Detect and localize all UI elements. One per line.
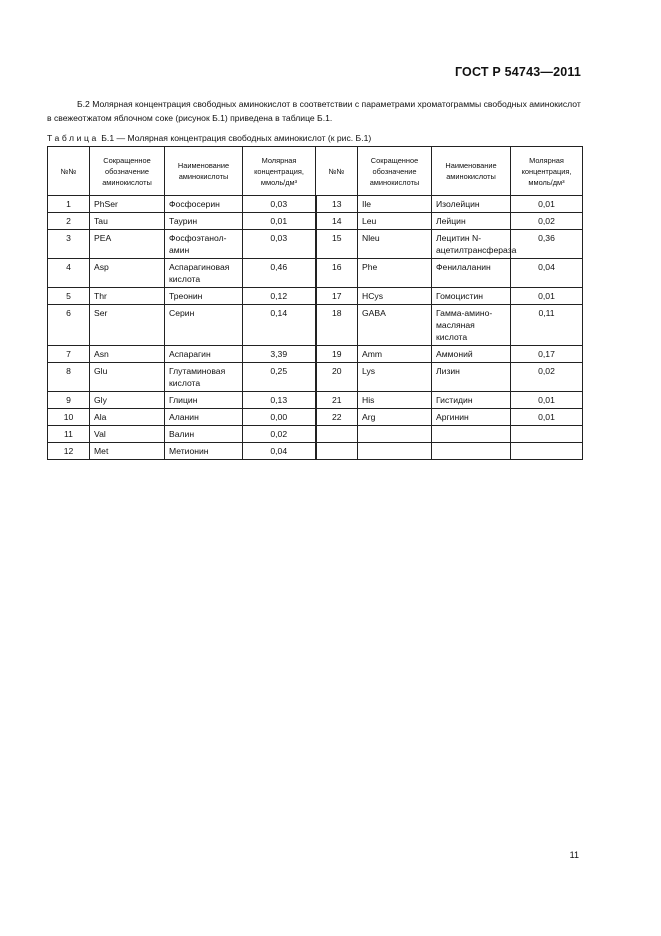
- table-cell: Метионин: [165, 443, 243, 460]
- table-cell: 0,36: [511, 230, 583, 259]
- table-cell: 14: [316, 213, 358, 230]
- table-row: [48, 409, 583, 426]
- table-cell: Nleu: [358, 230, 432, 259]
- table-cell: Ala: [90, 409, 165, 426]
- table-cell: 0,01: [511, 392, 583, 409]
- table-cell: Глутаминовая кислота: [165, 363, 243, 392]
- table-cell: Валин: [165, 426, 243, 443]
- table-cell: Leu: [358, 213, 432, 230]
- table-cell: Глицин: [165, 392, 243, 409]
- table-row: [48, 230, 583, 259]
- standard-number: ГОСТ Р 54743—2011: [454, 65, 581, 79]
- amino-acid-table: [47, 146, 583, 460]
- table-cell: Серин: [165, 305, 243, 346]
- table-cell: 0,17: [511, 346, 583, 363]
- table-cell: 4: [48, 259, 90, 288]
- table-cell: Фенилаланин: [432, 259, 511, 288]
- table-cell: 1: [48, 196, 90, 213]
- table-cell: 2: [48, 213, 90, 230]
- column-header: №№: [48, 147, 90, 196]
- table-body: [48, 196, 583, 460]
- table-cell: Asp: [90, 259, 165, 288]
- table-cell: 0,02: [511, 213, 583, 230]
- table-cell: Лейцин: [432, 213, 511, 230]
- table-cell: 19: [316, 346, 358, 363]
- table-caption-text: Б.1 — Молярная концентрация свободных аминокислот (к рис. Б.1): [101, 133, 372, 143]
- table-row: [48, 288, 583, 305]
- column-header: №№: [316, 147, 358, 196]
- table-cell: Glu: [90, 363, 165, 392]
- table-cell: [358, 426, 432, 443]
- table-cell: 0,14: [243, 305, 316, 346]
- table-cell: Треонин: [165, 288, 243, 305]
- table-cell: Аспарагин: [165, 346, 243, 363]
- table-cell: 0,02: [511, 363, 583, 392]
- table-cell: His: [358, 392, 432, 409]
- table-header-row: [48, 147, 583, 196]
- table-cell: Гомоцистин: [432, 288, 511, 305]
- table-cell: [432, 426, 511, 443]
- section-paragraph: Б.2 Молярная концентрация свободных аминокислот в соответствии с параметрами хроматограммы свободных аминокислот в свежеотжатом яблочном соке (рисунок Б.1) приведена в таблице Б.1.: [47, 99, 581, 123]
- table-cell: Gly: [90, 392, 165, 409]
- table-cell: Val: [90, 426, 165, 443]
- table-cell: Lys: [358, 363, 432, 392]
- table-cell: 0,46: [243, 259, 316, 288]
- table-caption-prefix: Таблица: [47, 133, 99, 143]
- table-cell: 0,12: [243, 288, 316, 305]
- table-cell: [358, 443, 432, 460]
- table-cell: 0,01: [243, 213, 316, 230]
- table-row: [48, 363, 583, 392]
- table-cell: PEA: [90, 230, 165, 259]
- table-cell: 17: [316, 288, 358, 305]
- table-cell: Изолейцин: [432, 196, 511, 213]
- table-cell: Ser: [90, 305, 165, 346]
- table-cell: 9: [48, 392, 90, 409]
- table-row: [48, 346, 583, 363]
- table-row: [48, 305, 583, 346]
- table-cell: 0,00: [243, 409, 316, 426]
- table-cell: Tau: [90, 213, 165, 230]
- table-cell: 20: [316, 363, 358, 392]
- column-header: Сокращенное обозначение аминокислоты: [358, 147, 432, 196]
- table-cell: Amm: [358, 346, 432, 363]
- table-cell: [316, 426, 358, 443]
- table-cell: 13: [316, 196, 358, 213]
- column-header: Молярная концентрация, ммоль/дм³: [511, 147, 583, 196]
- table-cell: 3: [48, 230, 90, 259]
- table-cell: Аммоний: [432, 346, 511, 363]
- table-row: [48, 213, 583, 230]
- table-row: [48, 426, 583, 443]
- table-cell: 0,11: [511, 305, 583, 346]
- table-cell: Met: [90, 443, 165, 460]
- table-cell: 0,03: [243, 196, 316, 213]
- table-cell: 0,01: [511, 196, 583, 213]
- table-cell: 5: [48, 288, 90, 305]
- table-cell: 6: [48, 305, 90, 346]
- table-cell: Лизин: [432, 363, 511, 392]
- table-cell: 11: [48, 426, 90, 443]
- table-cell: 7: [48, 346, 90, 363]
- table-cell: GABA: [358, 305, 432, 346]
- table-row: [48, 259, 583, 288]
- table-cell: Гистидин: [432, 392, 511, 409]
- table-cell: Лецитин N-ацетилтрансфераза: [432, 230, 511, 259]
- table-cell: 0,03: [243, 230, 316, 259]
- table-cell: 3,39: [243, 346, 316, 363]
- table-cell: Фосфосерин: [165, 196, 243, 213]
- table-cell: Ile: [358, 196, 432, 213]
- table-cell: 12: [48, 443, 90, 460]
- table-cell: Фосфоэтанол-амин: [165, 230, 243, 259]
- table-cell: Таурин: [165, 213, 243, 230]
- table-cell: Arg: [358, 409, 432, 426]
- table-cell: [432, 443, 511, 460]
- table-cell: PhSer: [90, 196, 165, 213]
- table-cell: Phe: [358, 259, 432, 288]
- table-cell: 0,01: [511, 409, 583, 426]
- table-cell: 0,25: [243, 363, 316, 392]
- column-header: Наименование аминокислоты: [432, 147, 511, 196]
- table-cell: 0,01: [511, 288, 583, 305]
- table-cell: [511, 443, 583, 460]
- table-caption: [47, 133, 371, 143]
- table-cell: 16: [316, 259, 358, 288]
- table-cell: 0,04: [243, 443, 316, 460]
- table-cell: Аланин: [165, 409, 243, 426]
- table-cell: 18: [316, 305, 358, 346]
- table-cell: 0,04: [511, 259, 583, 288]
- table-cell: 22: [316, 409, 358, 426]
- table-cell: Гамма-амино-масляная кислота: [432, 305, 511, 346]
- table-cell: HCys: [358, 288, 432, 305]
- table-cell: 8: [48, 363, 90, 392]
- table-cell: Thr: [90, 288, 165, 305]
- table-cell: Asn: [90, 346, 165, 363]
- column-header: Сокращенное обозначение аминокислоты: [90, 147, 165, 196]
- table-row: [48, 196, 583, 213]
- table-cell: [316, 443, 358, 460]
- table-cell: 15: [316, 230, 358, 259]
- table-cell: [511, 426, 583, 443]
- page-number: 11: [569, 850, 579, 860]
- table-cell: 10: [48, 409, 90, 426]
- table-row: [48, 392, 583, 409]
- table-row: [48, 443, 583, 460]
- column-header: Наименование аминокислоты: [165, 147, 243, 196]
- table-cell: 21: [316, 392, 358, 409]
- column-header: Молярная концентрация, ммоль/дм³: [243, 147, 316, 196]
- table-cell: 0,13: [243, 392, 316, 409]
- table-cell: 0,02: [243, 426, 316, 443]
- table-cell: Аргинин: [432, 409, 511, 426]
- table-cell: Аспарагиновая кислота: [165, 259, 243, 288]
